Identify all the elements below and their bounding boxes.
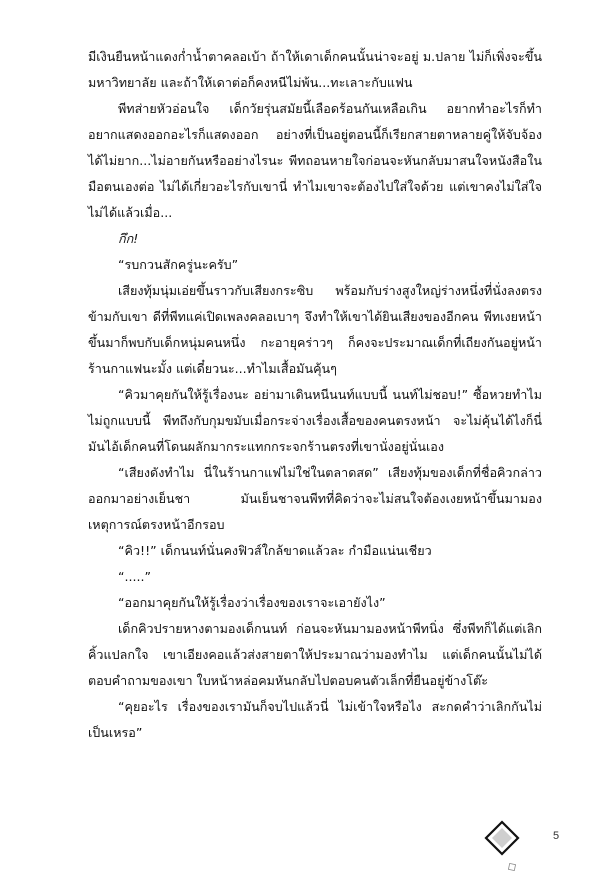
paragraph: พีทส่ายหัวอ่อนใจ เด็กวัยรุ่นสมัยนี้เลือดร้อนกันเหลือเกิน อยากทำอะไรก็ทำ อยากแสดงออกอะไรก็แสดงออก อย่างที่เป็นอยู่ตอนนี้ก็เรียกสายตาหลายคู่ให้จับจ้องได้ไม่ยาก...ไม่อายกันหรืออย่างไรนะ พีทถอนหายใจก่อนจะหันกลับมาสนใจหนังสือในมือตนเองต่อ ไม่ได้เกี่ยวอะไรกับเขานี่ ทำไมเขาจะต้องไปใส่ใจด้วย แต่เขาคงไม่ใส่ใจไม่ได้แล้วเมื่อ...: [88, 101, 542, 220]
paragraph: มีเงินยืนหน้าแดงก่ำน้ำตาคลอเบ้า ถ้าให้เดาเด็กคนนั้นน่าจะอยู่ ม.ปลาย ไม่ก็เพิ่งจะขึ้นมหาวิทยาลัย และถ้าให้เดาต่อก็คงหนีไม่พ้น...ทะเลาะกับแฟน: [88, 49, 542, 90]
paragraph: กึก!: [118, 231, 139, 246]
paragraph: เสียงทุ้มนุ่มเอ่ยขึ้นราวกับเสียงกระซิบ พร้อมกับร่างสูงใหญ่ร่างหนึ่งที่นั่งลงตรงข้ามกับเขา ดีที่พีทแค่เปิดเพลงคลอเบาๆ จึงทำให้เขาได้ยินเสียงของอีกคน พีทเงยหน้าขึ้นมาก็พบกับเด็กหนุ่มคนหนึ่ง กะอายุคร่าวๆ ก็คงจะประมาณเด็กที่เถียงกันอยู่หน้าร้านกาแฟนะมั้ง แต่เดี๋ยวนะ...ทำไมเสื้อมันคุ้นๆ: [88, 283, 542, 376]
paragraph: “ออกมาคุยกันให้รู้เรื่องว่าเรื่องของเราจะเอายังไง”: [118, 595, 386, 610]
paragraph: เด็กคิวปรายหางตามองเด็กนนท์ ก่อนจะหันมามองหน้าพีทนิ่ง ซึ่งพีทก็ได้แต่เลิกคิ้วแปลกใจ เขาเอียงคอแล้วส่งสายตาให้ประมาณว่ามองทำไม แต่เด็กคนนั้นไม่ได้ตอบคำถามของเขา ใบหน้าหล่อคมหันกลับไปตอบคนตัวเล็กที่ยืนอยู่ข้างโต๊ะ: [88, 621, 542, 688]
paragraph: “เสียงดังทำไม นี่ในร้านกาแฟไม่ใช่ในตลาดสด” เสียงทุ้มของเด็กที่ชื่อคิวกล่าวออกมาอย่างเย็นชา มันเย็นชาจนพีทที่คิดว่าจะไม่สนใจต้องเงยหน้าขึ้นมามองเหตุการณ์ตรงหน้าอีกรอบ: [88, 465, 542, 532]
paragraph: “รบกวนสักครู่นะครับ”: [118, 257, 239, 272]
paragraph: “คิวมาคุยกันให้รู้เรื่องนะ อย่ามาเดินหนีนนท์แบบนี้ นนท์ไม่ชอบ!” ซื้อหวยทำไมไม่ถูกแบบนี้ พีทถึงกับกุมขมับเมื่อกระจ่างเรื่องเสื้อของคนตรงหน้า จะไม่คุ้นได้ไงก็นี่มันไอ้เด็กคนที่โดนผลักมากระแทกกระจกร้านตรงที่เขานั่งอยู่นั่นเอง: [88, 387, 542, 454]
paragraph: “.....”: [118, 569, 152, 584]
page-number: 5: [553, 830, 560, 842]
diamond-ornament-icon: [482, 818, 522, 878]
body-text: [88, 44, 542, 746]
paragraph: “คุยอะไร เรื่องของเรามันก็จบไปแล้วนี่ ไม่เข้าใจหรือไง สะกดคำว่าเลิกกันไม่เป็นเหรอ”: [88, 699, 542, 740]
paragraph: “คิว!!” เด็กนนท์นั่นคงฟิวส์ใกล้ขาดแล้วละ กำมือแน่นเชียว: [118, 543, 432, 558]
